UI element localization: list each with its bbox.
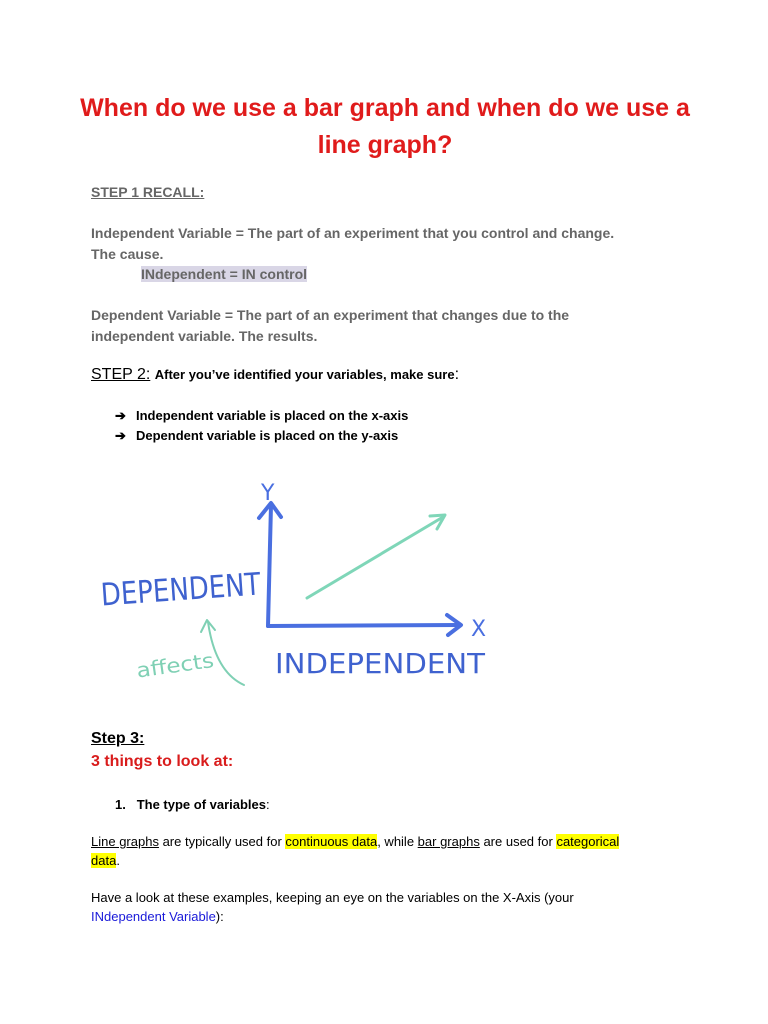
step2-text: After you’ve identified your variables, make sure: [154, 367, 455, 382]
dependent-definition-line2: independent variable. The results.: [91, 328, 318, 344]
arrow-icon: ➔: [115, 408, 126, 423]
data-word-highlight: data: [91, 853, 117, 868]
y-axis-label: Y: [261, 481, 275, 506]
step2-label: STEP 2:: [91, 366, 151, 383]
y-axis-line: [268, 505, 271, 626]
page-title: When do we use a bar graph and when do we use a line graph?: [80, 94, 690, 159]
step3-subtitle: 3 things to look at:: [91, 753, 234, 770]
bullet-text: Dependent variable is placed on the y-axis: [136, 428, 399, 443]
independent-word: INDEPENDENT: [275, 647, 486, 680]
x-axis-line: [268, 625, 460, 626]
paragraph-examples: [91, 888, 691, 926]
dependent-definition-line1: Dependent Variable = The part of an experiment that changes due to the: [91, 307, 570, 323]
para-text: are used for: [479, 834, 557, 849]
para-text: Have a look at these examples, keeping an eye on the variables on the X-Axis (your: [91, 890, 574, 905]
item-colon: :: [266, 797, 270, 812]
step2-colon: :: [454, 366, 460, 383]
x-axis-label: X: [471, 617, 487, 642]
independent-definition-line1: Independent Variable = The part of an experiment that you control and change.: [91, 225, 615, 241]
independent-definition-line2: The cause.: [91, 246, 164, 262]
item-text: The type of variables: [136, 797, 267, 812]
affects-word: affects: [134, 649, 206, 683]
para-text: .: [116, 853, 120, 868]
step1-heading: STEP 1 RECALL:: [91, 184, 205, 200]
independent-variable-link: INdependent Variable: [91, 909, 216, 924]
line-graphs-term: Line graphs: [91, 834, 159, 849]
paragraph-line-bar-usage: [91, 832, 691, 870]
continuous-data-highlight: continuous data: [285, 834, 378, 849]
arrow-icon: ➔: [115, 428, 126, 443]
para-text: , while: [377, 834, 418, 849]
step3-heading: Step 3:: [91, 730, 145, 747]
bar-graphs-term: bar graphs: [417, 834, 480, 849]
para-text: are typically used for: [158, 834, 286, 849]
mnemonic-highlight: INdependent = IN control: [141, 266, 308, 282]
affects-arrow-line: [208, 622, 244, 685]
bullet-text: Independent variable is placed on the x-axis: [136, 408, 409, 423]
categorical-highlight: categorical: [556, 834, 620, 849]
dependent-word: DEPENDENT: [99, 564, 293, 614]
numbered-item-1: [115, 795, 270, 814]
item-number: 1.: [115, 797, 126, 812]
trend-arrow-line: [307, 517, 443, 598]
para-text: ):: [215, 909, 224, 924]
